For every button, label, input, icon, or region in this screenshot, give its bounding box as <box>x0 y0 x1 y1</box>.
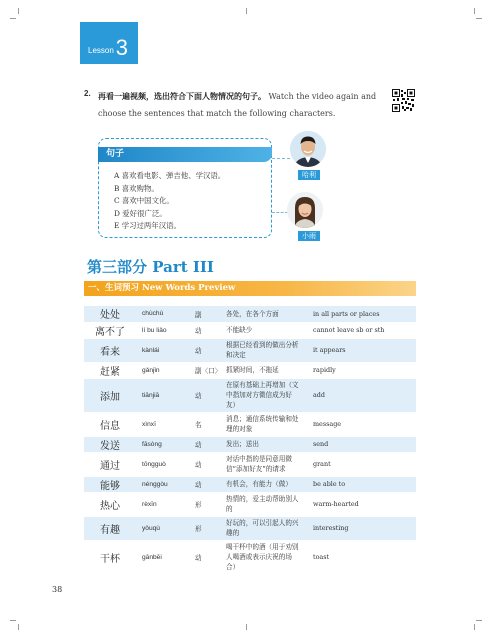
table-row <box>84 338 416 362</box>
new-words-title <box>88 281 235 296</box>
table-row <box>84 492 416 516</box>
table-row <box>84 436 416 452</box>
vocab-word: 赶紧 <box>84 362 136 378</box>
sentences-list <box>114 170 225 233</box>
crop-mark <box>476 620 482 621</box>
vocab-pinyin: tōngguò <box>136 452 192 476</box>
vocab-english: it appears <box>301 338 416 362</box>
vocab-definition: 有机会，有能力（做） <box>225 476 301 492</box>
vocab-definition: 好玩的，可以引起人的兴趣的 <box>225 516 301 540</box>
vocab-definition: 在原有基础上再增加（文中指加对方微信成为好友） <box>225 378 301 412</box>
vocab-english: be able to <box>301 476 416 492</box>
vocab-definition: 不能缺少 <box>225 322 301 338</box>
vocab-pos: 形 <box>192 492 225 516</box>
vocab-english: interesting <box>301 516 416 540</box>
table-row <box>84 476 416 492</box>
sentence-item: E 学习过两年汉语。 <box>114 221 181 231</box>
table-row <box>84 322 416 338</box>
vocab-pos: 动 <box>192 540 225 574</box>
vocab-definition: 发出；送出 <box>225 436 301 452</box>
page-number: 38 <box>52 585 63 594</box>
vocab-english: rapidly <box>301 362 416 378</box>
vocab-word: 热心 <box>84 492 136 516</box>
vocab-english: send <box>301 436 416 452</box>
vocab-pos: 名 <box>192 412 225 436</box>
connector-line <box>272 158 290 159</box>
vocab-english: warm-hearted <box>301 492 416 516</box>
connector-line <box>272 212 288 213</box>
man-avatar-icon <box>290 131 326 167</box>
vocab-english: add <box>301 378 416 412</box>
vocab-definition: 根据已经看到的做出分析和决定 <box>225 338 301 362</box>
vocab-pinyin: fāsòng <box>136 436 192 452</box>
vocab-pinyin: gǎnjǐn <box>136 362 192 378</box>
vocab-pos: 动 <box>192 378 225 412</box>
vocab-pinyin: lí bu liǎo <box>136 322 192 338</box>
table-row <box>84 378 416 412</box>
vocab-pinyin: kànlái <box>136 338 192 362</box>
part-title-en: Part III <box>152 258 214 276</box>
vocab-pinyin: chùchù <box>136 306 192 322</box>
vocab-english: message <box>301 412 416 436</box>
vocab-definition: 抓紧时间，不拖延 <box>225 362 301 378</box>
vocab-pinyin: yǒuqù <box>136 516 192 540</box>
vocab-pinyin: nénggòu <box>136 476 192 492</box>
vocab-pos: 动 <box>192 436 225 452</box>
crop-mark <box>246 624 247 630</box>
vocab-pos: 副 <box>192 306 225 322</box>
table-row <box>84 452 416 476</box>
vocab-word: 信息 <box>84 412 136 436</box>
vocab-pinyin: tiānjiā <box>136 378 192 412</box>
vocab-word: 发送 <box>84 436 136 452</box>
vocab-definition: 热情的，爱主动帮助别人的 <box>225 492 301 516</box>
vocab-pos: 形 <box>192 516 225 540</box>
woman-avatar-icon <box>287 192 323 228</box>
vocab-word: 干杯 <box>84 540 136 574</box>
vocab-word: 通过 <box>84 452 136 476</box>
crop-mark <box>474 624 475 630</box>
character-name-tag: 小雨 <box>298 231 320 241</box>
table-row <box>84 412 416 436</box>
vocab-english: in all parts or places <box>301 306 416 322</box>
instruction-en: Watch the video again and choose the sentences that match the following characters. <box>98 92 377 118</box>
sentence-item: D 爱好很广泛。 <box>114 208 167 218</box>
crop-mark <box>18 624 19 630</box>
character-name-tag: 哈利 <box>298 170 320 180</box>
vocab-english: toast <box>301 540 416 574</box>
lesson-label: Lesson <box>88 46 114 55</box>
vocab-english: cannot leave sb or sth <box>301 322 416 338</box>
crop-mark <box>474 8 475 14</box>
table-row <box>84 516 416 540</box>
crop-mark <box>18 8 19 14</box>
vocab-word: 能够 <box>84 476 136 492</box>
exercise-instruction <box>98 88 383 122</box>
sentences-header-bar <box>98 147 272 162</box>
sentences-title: 句子 <box>106 149 125 159</box>
vocab-pinyin: xìnxī <box>136 412 192 436</box>
vocab-pos: 动 <box>192 452 225 476</box>
vocab-pos: 副〈口〉 <box>192 362 225 378</box>
vocab-pos: 动 <box>192 322 225 338</box>
exercise-number: 2. <box>84 89 91 98</box>
vocab-definition: 喝干杯中的酒（用于劝别人喝酒或表示庆祝的场合） <box>225 540 301 574</box>
vocab-word: 离不了 <box>84 322 136 338</box>
table-row <box>84 306 416 322</box>
vocab-pinyin: rèxīn <box>136 492 192 516</box>
vocab-pos: 动 <box>192 338 225 362</box>
crop-mark <box>10 620 16 621</box>
part-title-zh: 第三部分 <box>87 258 148 276</box>
crop-mark <box>246 8 247 14</box>
lesson-tab <box>80 22 138 64</box>
vocab-table <box>84 306 416 575</box>
vocab-pinyin: gānbēi <box>136 540 192 574</box>
vocab-definition: 消息；通信系统传输和处理的对象 <box>225 412 301 436</box>
sentence-item: B 喜欢购物。 <box>114 183 159 193</box>
crop-mark <box>10 18 16 19</box>
vocab-definition: 对话中指的是同意用微信“添加好友”的请求 <box>225 452 301 476</box>
vocab-word: 看来 <box>84 338 136 362</box>
new-words-title-zh: 一、生词预习 <box>88 283 140 293</box>
vocab-word: 添加 <box>84 378 136 412</box>
qr-code-icon[interactable] <box>392 89 415 112</box>
new-words-title-en: New Words Preview <box>141 283 236 293</box>
lesson-number: 3 <box>115 35 129 60</box>
table-row <box>84 540 416 574</box>
table-row <box>84 362 416 378</box>
vocab-definition: 各处，在各个方面 <box>225 306 301 322</box>
vocab-english: grant <box>301 452 416 476</box>
part-title <box>87 256 214 277</box>
instruction-zh: 再看一遍视频，选出符合下面人物情况的句子。 <box>98 92 266 101</box>
sentence-item: C 喜欢中国文化。 <box>114 196 174 206</box>
vocab-pos: 动 <box>192 476 225 492</box>
sentence-item: A 喜欢看电影、弹吉他、学汉语。 <box>114 171 226 180</box>
vocab-word: 有趣 <box>84 516 136 540</box>
vocab-word: 处处 <box>84 306 136 322</box>
crop-mark <box>476 18 482 19</box>
